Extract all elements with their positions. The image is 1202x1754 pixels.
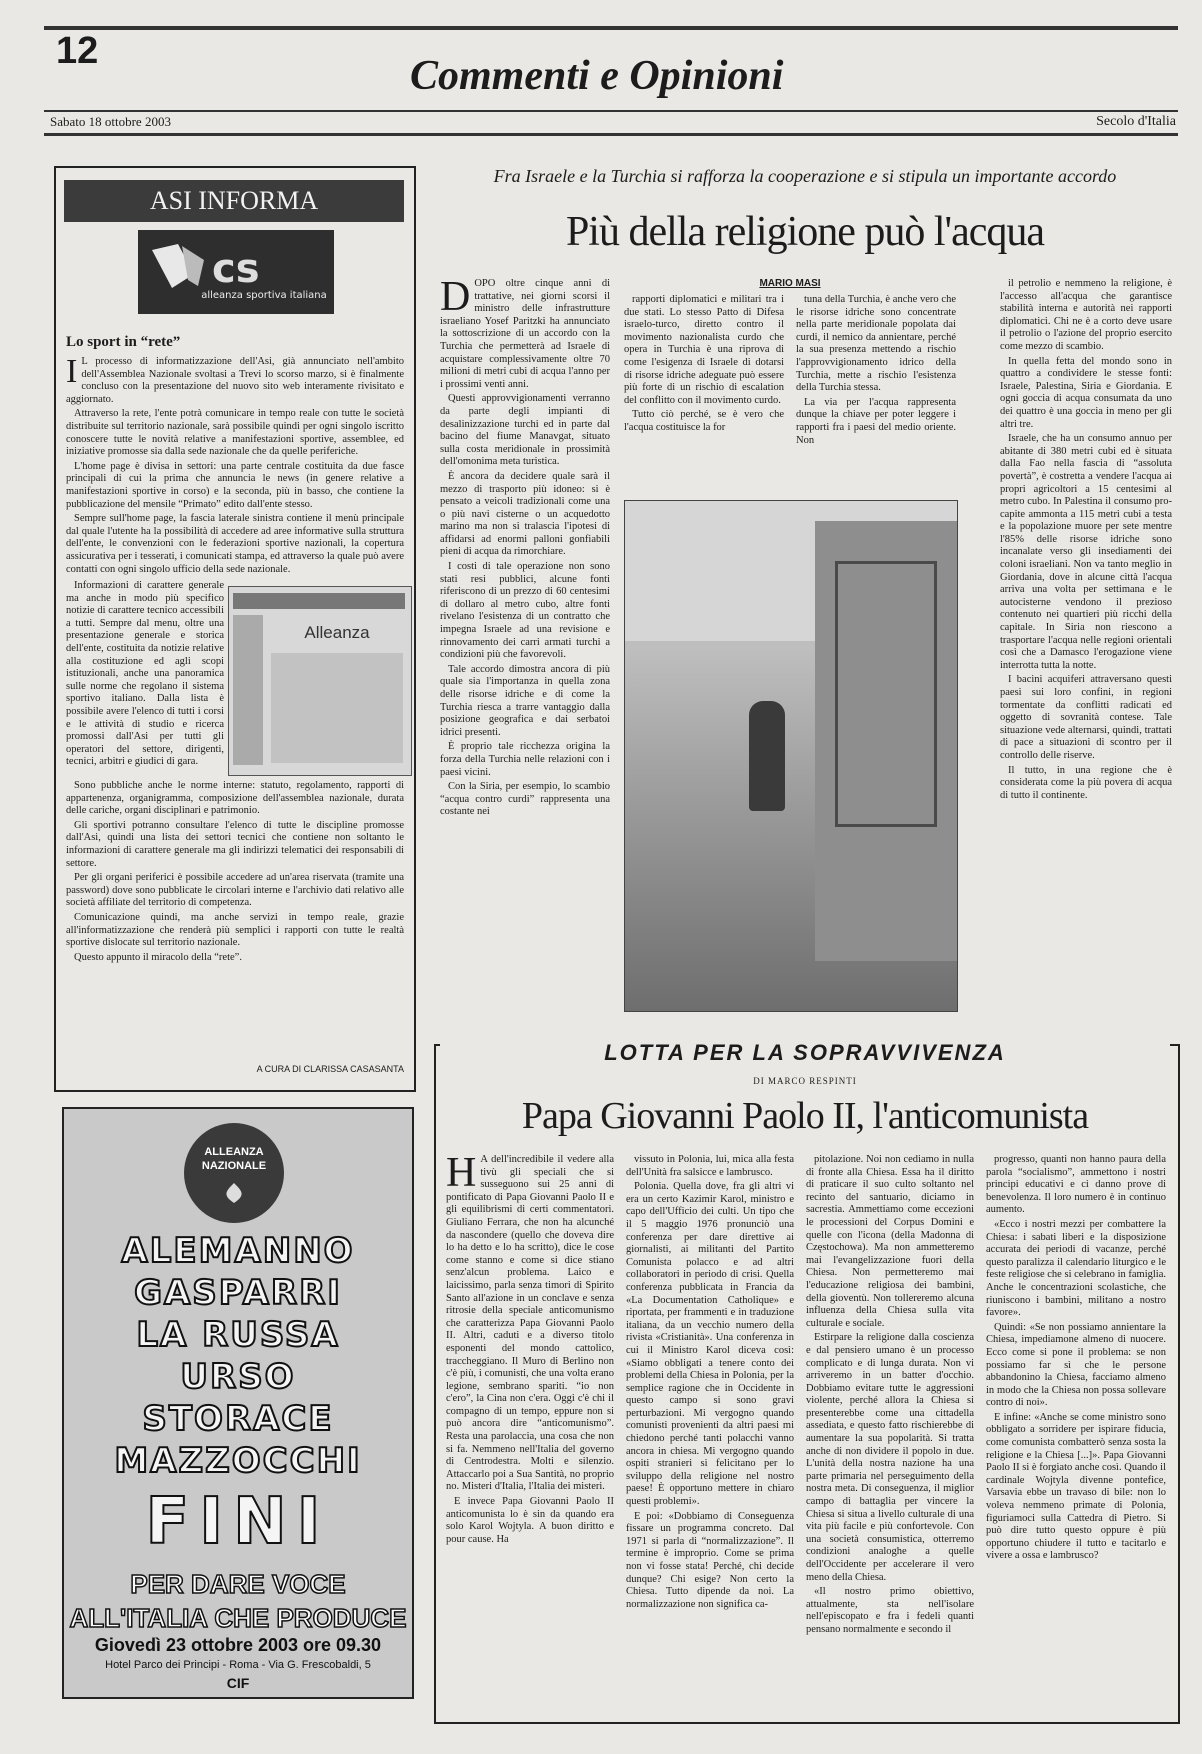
header-rule <box>44 110 1178 112</box>
article1-headline: Più della religione può l'acqua <box>565 209 1045 255</box>
photo-window-grate <box>835 561 937 827</box>
article1-col3: tuna della Turchia, è anche vero che le risorse idriche sono concentrate nella parte meridionale popolata dai curdi, il nemico da annientare, perché la sua presenza mettendo a rischio l'approvvigionamento idrico della Turchia, mette a rischio l'esistenza della Turchia stessa. La via per l'acqua rappresenta dunque la chiave per poter leggere i rapporti fra i paesi del medio oriente. Non <box>796 294 956 446</box>
screenshot-label: Alleanza <box>304 623 370 642</box>
flame-icon <box>214 1181 254 1205</box>
party-logo <box>184 1123 284 1223</box>
asi-logo-mark-icon <box>138 230 334 314</box>
screenshot-sidebar <box>233 615 263 765</box>
ad-name-6: MAZZOCCHI <box>114 1441 362 1481</box>
ad-name-7: FINI <box>145 1485 331 1559</box>
article1-col4: il petrolio e nemmeno la religione, è l'accesso all'acqua che garantisce stabilità interna e autorità nei rapporti diplomatici. Chi ne è a corto deve usare il petrolio o l'azione del proprio esercito come mezzo di scambio. In quella fetta del mondo sono in quattro a condividere le stesse fonti: Israele, Palestina, Siria e Giordania. E ogni goccia di acqua consumata da uno dei quattro è una goccia in meno per gli altri tre. Israele, che ha un consumo annuo per abitante di 380 metri cubi ed è situata dalla Fao nella fascia di “assoluta povertà”, è costretta a vendere l'acqua ai propri agricoltori a 15 centesimi al metro cubo. In Palestina il consumo pro-capite ammonta a 115 metri cubi a testa e la popolazione muore per sete mentre l'85% delle risorse idriche sono incanalate verso gli insediamenti dei coloni israeliani. Non va tanto meglio in Giordania, dove in alcune città l'acqua arriva una volta per settimana e le autocisterne vendono il prezioso contenuto nei quartieri più ricchi della capitale. In Siria non riescono a trasportare l'acqua nelle regioni orientali così che a Damasco l'erogazione viene interrotta tutta la notte. I bacini acquiferi attraversano questi paesi sui loro confini, in regioni tormentate da conflitti radicati ed oggetto di sovranità contese. Tale situazione vede alternarsi, quindi, trattati di pace a situazioni di scontro per il controllo delle riserve. Il tutto, in una regione che è considerata come la più povera di acqua di tutto il continente. <box>1000 278 1172 801</box>
ad-name-4: URSO <box>180 1357 296 1397</box>
ad-name-1: ALEMANNO <box>121 1231 355 1271</box>
asi-dropcap: I <box>66 356 78 390</box>
ad-slogan-2: ALL'ITALIA CHE PRODUCE <box>69 1603 407 1633</box>
asi-text-narrow: Informazioni di carattere generale ma anche in modo più specifico notizie di carattere tecnico accessibili a tutti. Sempre dal menu, oltre una presentazione generale e storica dell'ente, costituita da notizie relative alla costituzione ed agli scopi istituzionali, anche una panoramica sulle norme che regolano il sistema sportivo italiano. Dalla lista è possibile avere l'elenco di tutti i corsi e le attività di studio e ricerca promossi dall'Asi per tutti gli operatori del settore, dirigenti, tecnici, arbitri e giudici di gara. <box>66 580 224 768</box>
article1-dropcap: D <box>440 278 471 320</box>
asi-banner: ASI INFORMA <box>64 180 404 222</box>
article1-col2: rapporti diplomatici e militari tra i due stati. Lo stesso Patto di Difesa israelo-turco, diretto contro il movimento nazionalista curdo che opera in Turchia è una riprova di come l'esigenza di Israele di dotarsi di risorse idriche adeguate può essere più forte di un rischio di escalation del conflitto con il movimento curdo. Tutto ciò perché, se è vero che l'acqua costituisce la for <box>624 294 784 433</box>
article2-dropcap: H <box>446 1154 477 1196</box>
screenshot-toolbar <box>233 593 405 609</box>
page-number: 12 <box>56 30 99 72</box>
article2-byline: DI MARCO RESPINTI <box>753 1076 857 1086</box>
article2-headline: Papa Giovanni Paolo II, l'anticomunista <box>521 1095 1089 1137</box>
ad-name-2: GASPARRI <box>134 1273 342 1313</box>
campaign-ad <box>62 1107 414 1699</box>
article1-kicker: Fra Israele e la Turchia si rafforza la cooperazione e si stipula un importante accordo <box>493 166 1117 186</box>
ad-date-line: Giovedì 23 ottobre 2003 ore 09.30 <box>94 1635 382 1655</box>
asi-logo <box>138 230 334 314</box>
ad-name-5: STORACE <box>142 1399 334 1439</box>
asi-text-top: I L processo di informatizzazione dell'Asi, già annunciato nell'ambito dell'Assemblea Nazionale svoltasi a Trevi lo scorso marzo, si è finalmente concluso con la presentazione del nuovo sito web interamente rivisitato e aggiornato. Attraverso la rete, l'ente potrà comunicare in tempo reale con tutte le società distribuite sul territorio nazionale, sarà possibile quindi per ogni singolo iscritto conoscere tutte le novità relative a manifestazioni sportive, assemblee, ed iniziative promosse sia dalla sede nazionale che da quelle periferiche. L'home page è divisa in settori: una parte centrale costituita da due fasce principali di cui la prima che annuncia le news (in genere relative a manifestazioni sportive in corso) e la seconda, più in basso, che contiene la pubblicazione del mensile “Primato” edito dall'ente stesso. Sempre sull'home page, la fascia laterale sinistra contiene il menù principale dal quale l'utente ha la possibilità di accedere ad aree informative sulla struttura dell'ente, le convenzioni con le federazioni sportive nazionali, la copertura assicurativa per i tesserati, i comunicati stampa, ed attraverso la quale può avere contatti con ogni singolo ufficio della sede nazionale. <box>66 356 404 575</box>
website-screenshot <box>228 586 412 776</box>
article2-col4: progresso, quanti non hanno paura della parola “socialismo”, ammettono i nostri principi educativi e ci danno prove di benevolenza. Il loro numero è in continuo aumento. «Ecco i nostri mezzi per combattere la Chiesa: i sabati liberi e la disposizione accurata dei periodi di vacanze, perché questo paralizza il calendario liturgico e le feste religiose che si celebrano in famiglia. Anche le concentrazioni scolastiche, che riuniscono i bambini, militano a nostro favore». Quindi: «Se non possiamo annientare la Chiesa, impediamone almeno di nuocere. Ecco come si pone il problema: se non possiamo far sì che le persone abbandonino la Chiesa, facciamo almeno in modo che la Chiesa non possa sollevare contro di noi». E infine: «Anche se come ministro sono obbligato a sorridere per ispirare fiducia, come comunista combatterò senza sosta la religione e la Chiesa [...]». Papa Giovanni Paolo II si è forgiato anche così. Quando il cardinale Wojtyla divenne pontefice, Varsavia ebbe un travaso di bile: non lo voleva nemmeno primate di Polonia, figuriamoci sulla Cattedra di Pietro. Si può dire tutto questo oppure è più opportuno chiudere il tutto e tacitarlo e vivere a ossa e lambrusco? <box>986 1154 1166 1562</box>
ad-name-3: LA RUSSA <box>136 1315 340 1355</box>
article2-col1: H A dell'incredibile il vedere alla tivù gli speciali che si susseguono sui 25 anni di pontificato di Papa Giovanni Paolo II e gli equilibrismi di certi commentatori. Giuliano Ferrara, che non ha alcunché da nascondere (quello che doveva dire lo ha detto e lo ha scritto), dice le cose come stanno e come si dice stiano senz'alcun problema. Laico e laicissimo, parla senza timori di Spirito Santo all'azione in un conclave e senza ritrosie della speciale anticomunismo che caratterizza Papa Giovanni Paolo II. Altri, caduti e a diverso titolo esponenti del mondo cattolico, traccheggiano. Il Muro di Berlino non c'è più, i comunisti, che una volta erano legione, sembrano spariti. “io non c'ero”, la Cina non c'era. Oggi c'è chi il compagno di un tempo, eppure non si può ancora dire “anticomunismo”. Resta una parolaccia, una cosa che non si fa. Nemmeno nell'Italia del governo di Centrodestra. Molti e silenzio. Attaccarlo poi a Sua Santità, no proprio no. Misteri d'Italia, l'Italia dei misteri. E invece Papa Giovanni Paolo II anticomunista lo è sin da quando era solo Karol Wojtyla. A buon diritto e pour cause. Ha <box>446 1154 614 1545</box>
screenshot-content <box>271 653 403 763</box>
ad-venue: Hotel Parco dei Principi - Roma - Via G. Frescobaldi, 5 <box>105 1659 371 1671</box>
party-name: ALLEANZA NAZIONALE <box>201 1146 267 1172</box>
newspaper-name: Secolo d'Italia <box>1096 114 1176 129</box>
article1-photo <box>624 500 958 1012</box>
ad-sponsor: CIF <box>226 1675 250 1691</box>
subheader-rule <box>44 133 1178 136</box>
asi-logo-text: alleanza sportiva italiana <box>201 290 327 301</box>
asi-credit: A CURA DI CLARISSA CASASANTA <box>256 1064 404 1074</box>
dateline: Sabato 18 ottobre 2003 <box>50 114 171 129</box>
svg-text:cs: cs <box>212 246 260 292</box>
article2-col2: vissuto in Polonia, lui, mica alla festa dell'Unità fra salsicce e lambrusco. Polonia. Quella dove, fra gli altri vi era un certo Kazimir Karol, ministro e capo dell'Ufficio dei culti. Un tipo che il 5 maggio 1976 pronunciò una conferenza per dare direttive ai giornalisti, ai militanti del Partito Comunista polacco e ad altri collaboratori in periodo di crisi. Quella conferenza pubblicata in Francia da «La Documentation Catholique» e riportata, per frammenti e in traduzione italiana, da un vecchio numero della rivista «Cristianità». Una conferenza in cui il Ministro Karol diceva così: «Siamo obbligati a tenere conto dei problemi della Chiesa in Polonia, per la semplice ragione che in Occidente in questo campo si sono gravi perturbazioni. Mi vergogno quando comunisti provenienti da altri paesi mi chiedono perché tanti polacchi vanno ancora in chiesa. Mi vergogno quando ospiti stranieri si felicitano per lo sviluppo della religione nel nostro paese! È opportuno mettere in chiaro questi problemi». E poi: «Dobbiamo di Conseguenza fissare un programma concreto. Dal 1971 si parla di “normalizzazione”. Il termine è improprio. Come se prima non vi fosse stata! Perché, chi decide dunque? Chi esige? Non certo la Chiesa. Tutto dipende da noi. La normalizzazione non significa ca- <box>626 1154 794 1610</box>
top-rule <box>44 26 1178 30</box>
asi-text-bottom: Sono pubbliche anche le norme interne: statuto, regolamento, rapporti di appartenenza, organigramma, composizione dell'assemblea nazionale, durata delle cariche, organi disciplinari e patrimonio. Gli sportivi potranno consultare l'elenco di tutte le discipline promosse dall'Asi, quindi una lista dei settori tecnici che contiene non soltanto le informazioni di carattere generale ma gli indirizzi telematici dei responsabili di settore. Per gli organi periferici è possibile accedere ad un'area riservata (tramite una password) dove sono pubblicate le circolari interne e l'archivio dati relativo alle società affiliate del territorio di competenza. Comunicazione quindi, ma anche servizi in tempo reale, grazie all'informatizzazione che renderà più semplici i rapporti con tutte le realtà sportive dislocate sul territorio nazionale. Questo appunto il miracolo della “rete”. <box>66 780 404 963</box>
asi-headline: Lo sport in “rete” <box>66 334 181 350</box>
article1-col1: DOPO oltre cinque anni di trattative, nei giorni scorsi il ministro delle infrastrutture israeliano Yosef Paritzki ha annunciato la sottoscrizione di un accordo con la Turchia che permetterà ad Israele di acquistare complessivamente oltre 70 milioni di metri cubi di acqua l'anno per i prossimi venti anni. Questi approvvigionamenti verranno da parte degli impianti di desalinizzazione turchi ed in parte dal bacino del fiume Manavgat, situato sulla costa meridionale in prossimità dell'omonima meta turistica. È ancora da decidere quale sarà il mezzo di trasporto più idoneo: si è pensato a veicoli tradizionali come una o più navi cisterne o un acquedotto marino ma non si tralascia l'ipotesi di affidarsi ad enormi palloni gonfiabili pieni di acqua da rimorchiare. I costi di tale operazione non sono stati resi pubblici, alcune fonti riferiscono di un prezzo di 60 centesimi di dollaro al metro cubo, altre fonti rivelano l'esistenza di un contratto che impegna Israele ad una revisione e rinnovamento dei carri armati turchi a condizioni più che favorevoli. Tale accordo dimostra ancora di più quale sia l'importanza in quella zona delle risorse idriche e di come la Turchia riesca a trarre vantaggio dalla posizione geografica e dai serbatoi idrici presenti. È proprio tale ricchezza origina la forza della Turchia nelle relazioni con i paesi vicini. Con la Siria, per esempio, lo scambio “acqua contro curdi” rappresenta una costante nei <box>440 278 610 818</box>
ad-slogan-1: PER DARE VOCE <box>130 1569 346 1599</box>
photo-child <box>749 701 785 811</box>
section-title: Commenti e Opinioni <box>410 53 784 99</box>
article2-col3: pitolazione. Noi non cediamo in nulla di fronte alla Chiesa. Essa ha il diritto di praticare il suo culto soltanto nel recinto del santuario, diciamo in sacrestia. Ammettiamo come eccezioni le processioni del Corpus Domini e quelle con l'icona (della Madonna di Częstochowa). Ma non ammetteremo mai l'evangelizzazione fuori della Chiesa. Non permetteremo mai l'educazione religiosa dei bambini, della gioventù. Non tollereremo alcuna influenza della Chiesa sulla vita culturale e sociale. Estirpare la religione dalla coscienza e dal pensiero umano è un processo complicato e di lunga durata. Non vi arriveremo in un batter d'occhio. Dobbiamo evitare tutte le aggressioni violente, perché allora la Chiesa si presenterebbe come una cittadella assediata, e questo fatto rischierebbe di aumentare la sua popolarità. Si tratta anche di non dividere il popolo in due. L'unità della nostra nazione ha una parte primaria nel perseguimento della nostra meta. Di conseguenza, il miglior campo di battaglia per vincere la Chiesa si situa a livello culturale di una vita più facile e più confortevole. Con una società consumistica, otterremo condizioni analoghe a quelle dell'Occidente per accelerare il vero meno della Chiesa. «Il nostro primo obiettivo, attualmente, sta nell'isolare nell'episcopato e fra i fedeli quanti pensano normalmente e secondo il <box>806 1154 974 1635</box>
article1-byline: MARIO MASI <box>759 278 821 289</box>
article2-kicker: LOTTA PER LA SOPRAVVIVENZA <box>440 1040 1170 1066</box>
